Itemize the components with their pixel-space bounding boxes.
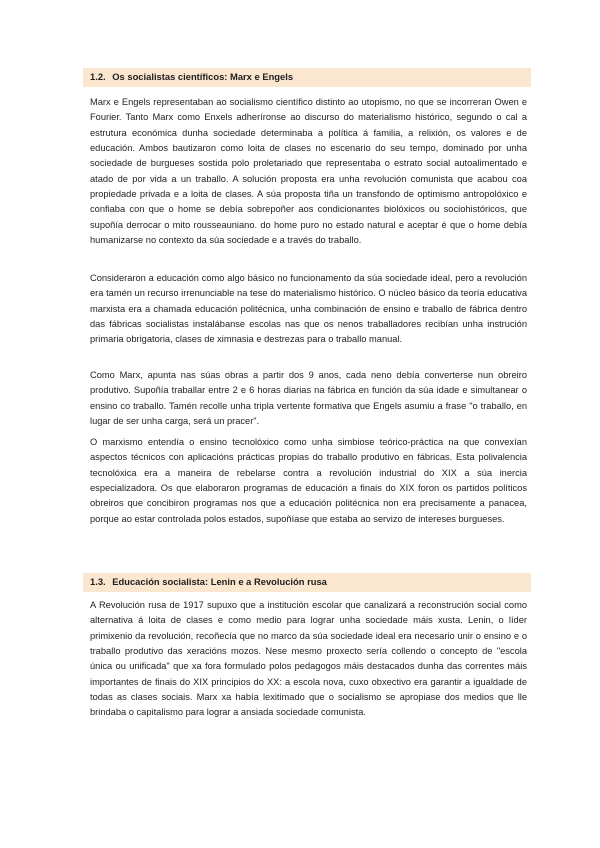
- paragraph: Consideraron a educación como algo básico no funcionamento da súa sociedade ideal, pero a revolución era tamén un recurso irrenunciable na tese do materialismo histórico. O núcleo básico da teoría educativa marxista era a chamada educación politécnica, unha combinación de ensino e traballo de fábrica dentro das fábricas socialistas instalábanse escolas nas que os nenos traballadores recibían unha instrución primaria obrigatoria, clases de ximnasia e destrezas para o traballo manual.: [90, 273, 527, 345]
- paragraph: A Revolución rusa de 1917 supuxo que a institución escolar que canalizará a reconstrución social como alternativa á loita de clases e como medio para lograr unha sociedade máis xusta. Lenin, o líder primixenio da revolución, recoñecía que no marco da súa sociedade ideal era necesario unir o ensino e o traballo produtivo das xeracións mozos. Nese mesmo proxecto sería collendo o concepto de "escola única ou unificada" que xa fora formulado polos pedagogos máis destacados dunha das correntes máis importantes de finais do XIX principios do XX: a escola nova, cuxo obxectivo era garantir a igualdade de todas as clases sociais. Marx xa había lexitimado que o socialismo se apropiase dos medios que lle brindaba o capitalismo para lograr a ansiada sociedade comunista.: [90, 600, 527, 718]
- paragraph: Marx e Engels representaban ao socialismo científico distinto ao utopismo, no que se incorreran Owen e Fourier. Tanto Marx como Enxels adheríronse ao discurso do materialismo histórico, segundo o cal a estrutura económica dunha sociedade determinaba a política á familia, a relixión, os valores e de educación. Ambos bautizaron como loita de clases no escenario do seu tempo, dominado por unha sociedade de burgueses sostida polo proletariado que representaba o estrato social autoalimentado e atado de por vida a un traballo. A solución proposta era unha revolución comunista que acabou coa propiedade privada e a loita de clases. A súa proposta tiña un transfondo de optimismo antropolóxico e confiaba con que o home se debía sobrepoñer aos condicionantes biolóxicos ou sociohistóricos, que supoñía derrocar o mito rousseauniano. do home puro no estado natural e aceptar é que o home debía humanizarse no contexto da súa sociedade e a través do traballo.: [90, 97, 527, 246]
- section-heading-1-2: [83, 68, 531, 87]
- paragraph: O marxismo entendía o ensino tecnolóxico como unha simbiose teórico-práctica na que convexían aspectos técnicos con aplicacións prácticas propias do traballo produtivo en fábricas. Esta polivalencia tecnolóxica era a maneira de rebelarse contra a revolución industrial do XIX a súa inercia especializadora. Os que elaboraron programas de educación a finais do XIX foron os partidos políticos obreiros que concibiron programas nos que a educación politécnica non era precisamente a panacea, porque ao estar controlada polos estados, supoñíase que estaba ao servizo de intereses burgueses.: [90, 437, 527, 524]
- paragraph: Como Marx, apunta nas súas obras a partir dos 9 anos, cada neno debía converterse nun obreiro produtivo. Supoñía traballar entre 2 e 6 horas diarias na fábrica en función da súa idade e simultanear o ensino co traballo. Tamén recolle unha tripla vertente formativa que Engels asumiu a frase "o traballo, en lugar de ser unha carga, será un pracer".: [90, 370, 527, 427]
- section-number: 1.2.: [90, 71, 106, 82]
- section-title: Educación socialista: Lenin e a Revolución rusa: [112, 576, 327, 587]
- section-title: Os socialistas científicos: Marx e Engels: [112, 71, 294, 82]
- section-number: 1.3.: [90, 576, 106, 587]
- section-heading-1-3: [83, 573, 531, 592]
